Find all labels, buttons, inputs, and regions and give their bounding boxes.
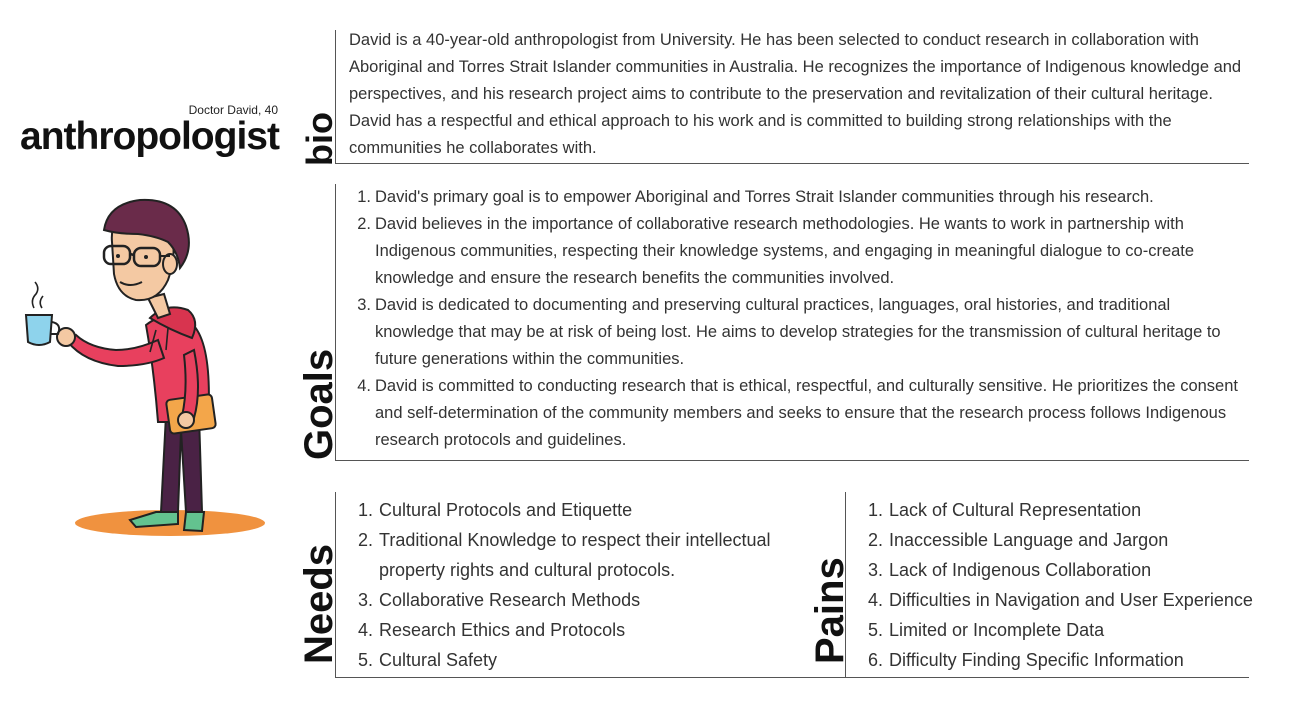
goals-list — [375, 184, 1250, 454]
needs-section-label: Needs — [297, 543, 341, 664]
need-item: Traditional Knowledge to respect their intellectual property rights and cultural protocols. — [379, 530, 771, 580]
bio-text: David is a 40-year-old anthropologist from University. He has been selected to conduct research in collaboration with Aboriginal and Torres Strait Islander communities in Australia. He recognizes the importance of Indigenous knowledge and perspectives, and his research project aims to contribute to the preservation and revitalization of their cultural heritage. David has a respectful and ethical approach to his work and is committed to building strong relationships with the communities he collaborates with. — [349, 31, 1242, 157]
need-item: Collaborative Research Methods — [379, 590, 641, 610]
need-item: Cultural Safety — [379, 650, 498, 670]
need-item: Research Ethics and Protocols — [379, 620, 626, 640]
persona-role-title: anthropologist — [20, 115, 279, 158]
need-item: Cultural Protocols and Etiquette — [379, 500, 633, 520]
pains-section-label: Pains — [808, 557, 852, 664]
pain-item: Lack of Cultural Representation — [889, 500, 1142, 520]
pain-item: Limited or Incomplete Data — [889, 620, 1105, 640]
persona-illustration — [18, 190, 278, 540]
goal-item: David is dedicated to documenting and preserving cultural practices, languages, oral histories, and traditional knowledge that may be at risk of being lost. He aims to develop strategies for the transmission of cultural heritage to future generations within the communities. — [375, 296, 1221, 368]
needs-list — [379, 495, 819, 675]
pains-list — [889, 495, 1294, 675]
goal-item: David believes in the importance of collaborative research methodologies. He wants to work in partnership with Indigenous communities, respecting their knowledge systems, and engaging in meaningful dialogue to co-create knowledge and ensure the research benefits the communities involved. — [375, 215, 1195, 287]
goal-item: David's primary goal is to empower Aboriginal and Torres Strait Islander communities through his research. — [375, 188, 1154, 206]
goals-section-label: Goals — [297, 348, 341, 460]
bio-section-label: bio — [299, 112, 340, 166]
pain-item: Lack of Indigenous Collaboration — [889, 560, 1152, 580]
goal-item: David is committed to conducting research that is ethical, respectful, and culturally sensitive. He prioritizes the consent and self-determination of the community members and seeks to ensure that the research process follows Indigenous research protocols and guidelines. — [375, 377, 1238, 449]
persona-subtitle: Doctor David, 40 — [188, 103, 278, 117]
pain-item: Difficulties in Navigation and User Experience — [889, 590, 1253, 610]
pain-item: Inaccessible Language and Jargon — [889, 530, 1169, 550]
pain-item: Difficulty Finding Specific Information — [889, 650, 1184, 670]
